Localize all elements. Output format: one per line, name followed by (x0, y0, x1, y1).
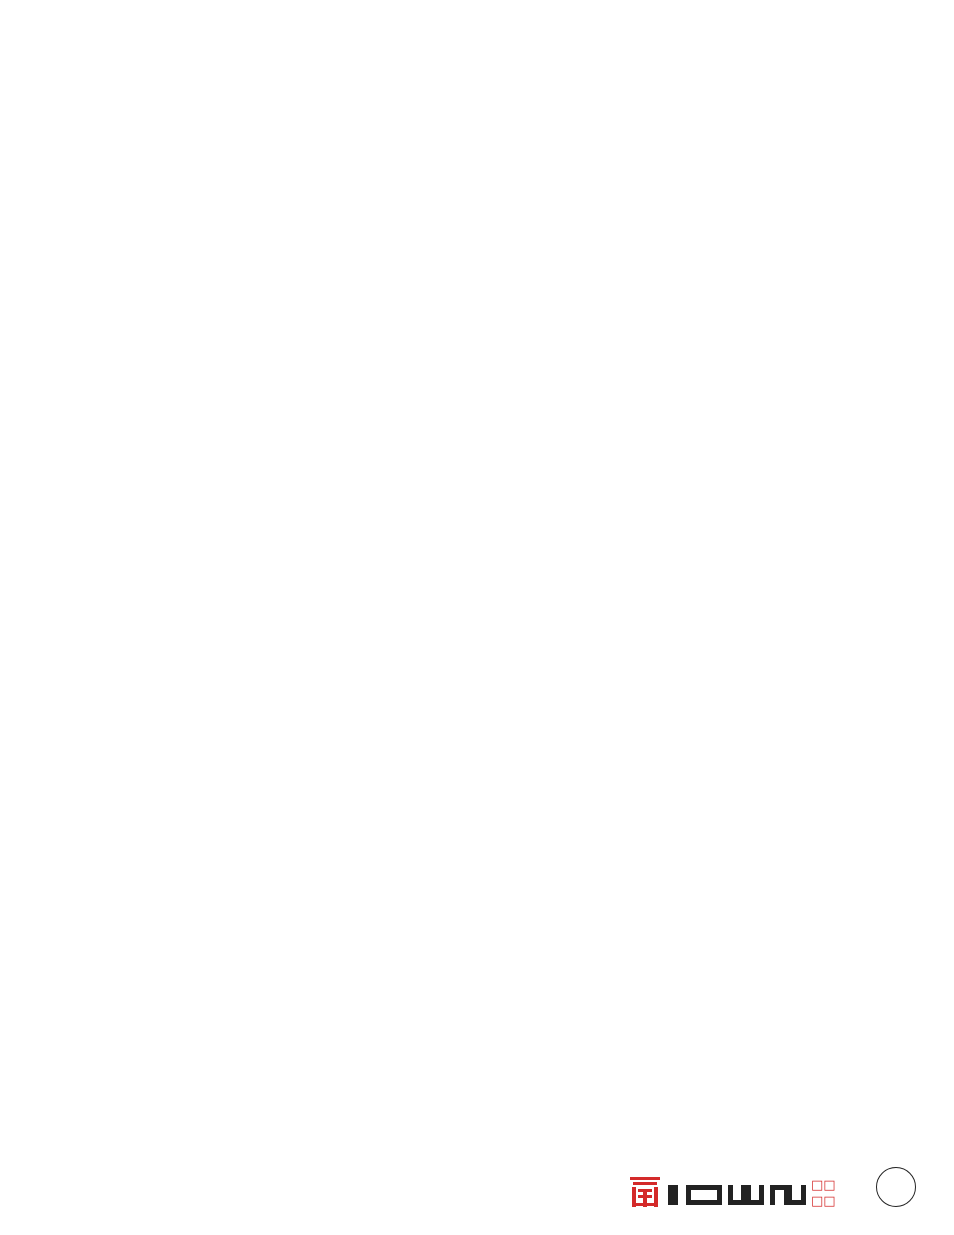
page-number (876, 1167, 916, 1207)
list-item-14 (56, 74, 898, 96)
town-logo (628, 1173, 854, 1209)
logo-chinese-bottom: □□ (811, 1194, 836, 1209)
logo-chinese-top: □□ (811, 1178, 836, 1193)
document-body (56, 52, 898, 164)
